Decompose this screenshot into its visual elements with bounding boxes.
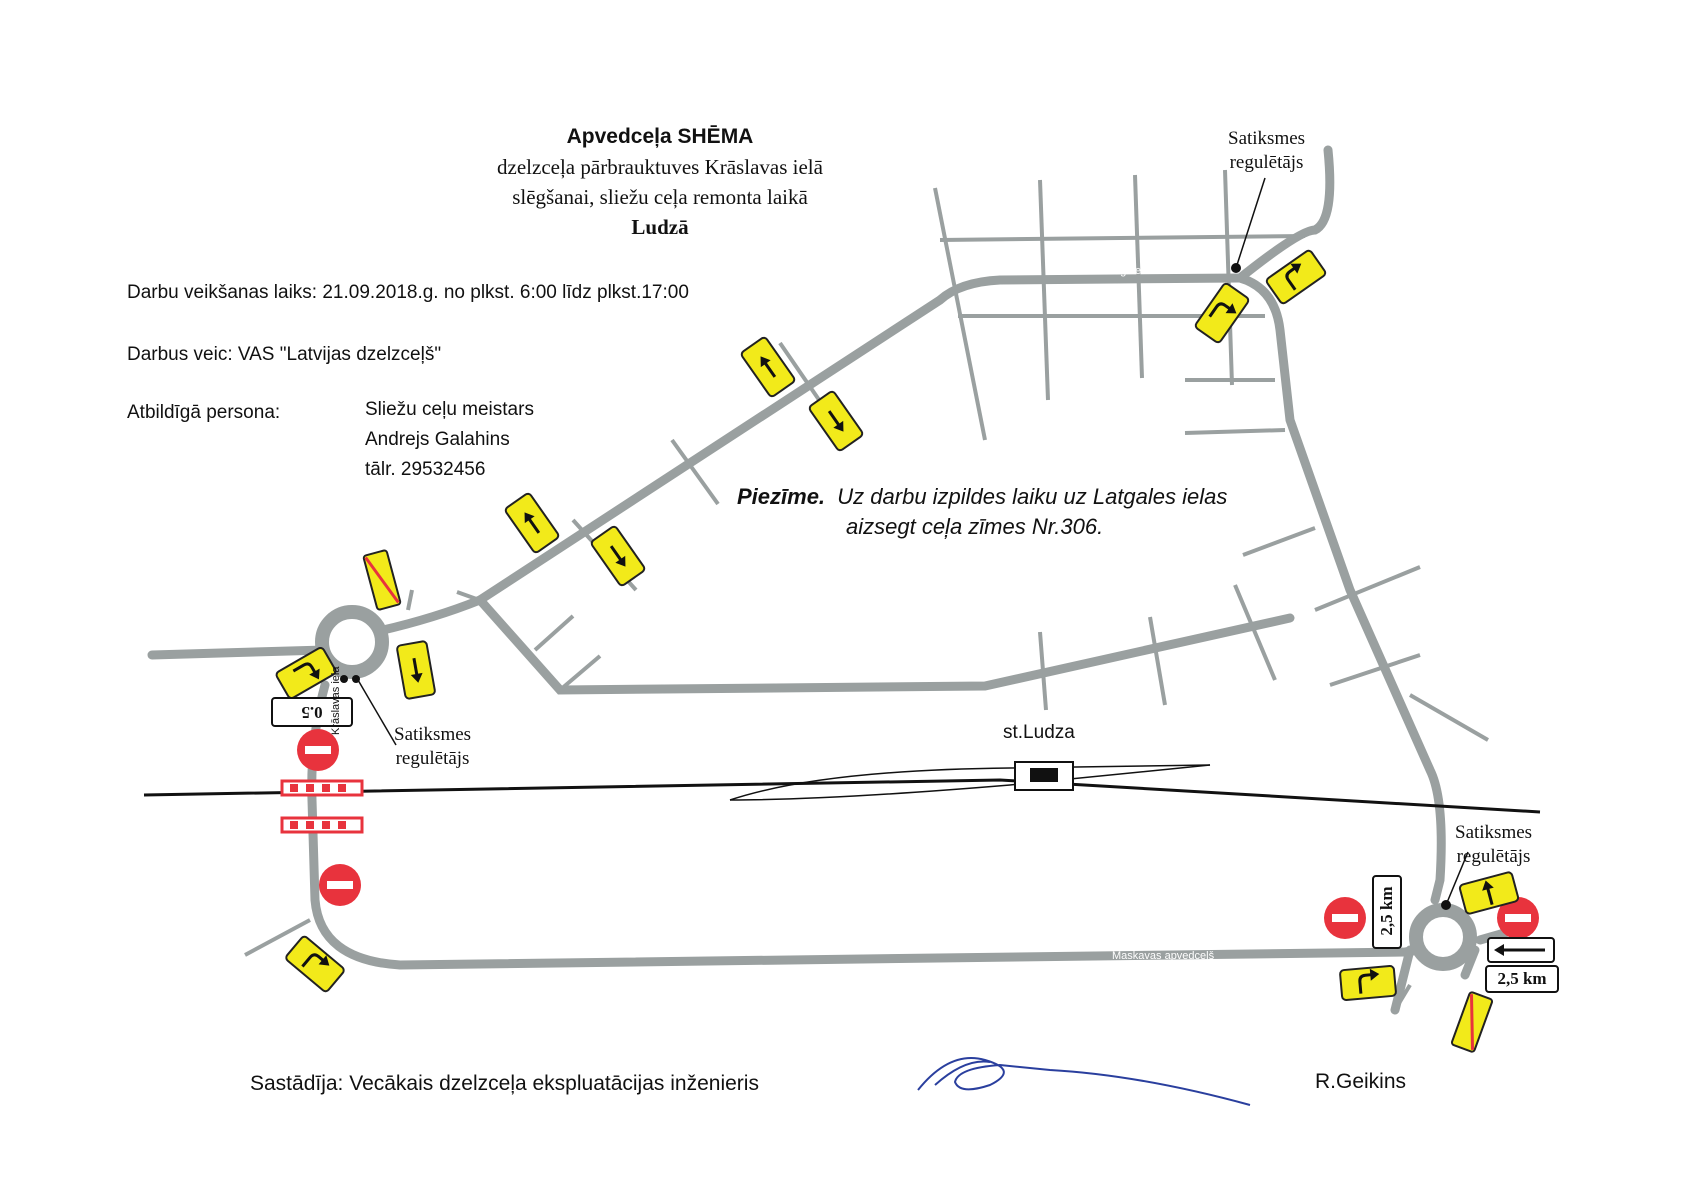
prepared-by: Sastādīja: Vecākais dzelzceļa ekspluatācijas inženieris — [250, 1072, 759, 1095]
detour-sign — [504, 492, 560, 553]
barrier-south — [282, 818, 362, 832]
street-latgales: Latgales iela — [1105, 265, 1167, 277]
end-sign — [363, 550, 401, 610]
note-line1: Uz darbu izpildes laiku uz Latgales ielas — [837, 484, 1228, 509]
signer-name: R.Geikins — [1315, 1070, 1407, 1093]
responsible-label: Atbildīgā persona: — [127, 402, 281, 423]
page-title: Apvedceļa SHĒMA — [566, 125, 754, 148]
regulator-right-line2: regulētājs — [1456, 846, 1531, 867]
detour-sign — [1265, 249, 1326, 305]
regulator-top-line2: regulētājs — [1229, 152, 1304, 173]
regulator-top-line1: Satiksmes — [1228, 128, 1306, 149]
end-sign — [1451, 992, 1493, 1053]
distance-arrow-box — [1488, 938, 1554, 962]
signature — [918, 1058, 1250, 1105]
no-entry-sign — [319, 864, 361, 906]
station-building — [1015, 762, 1073, 790]
regulator-left-line1: Satiksmes — [394, 724, 472, 745]
note — [737, 482, 1227, 512]
distance-right-horizontal: 2,5 km — [1497, 969, 1547, 988]
responsible-name: Andrejs Galahins — [365, 429, 510, 450]
detour-sign — [1340, 966, 1396, 1001]
distance-right-vertical: 2,5 km — [1377, 886, 1396, 936]
street-kraslavas: Krāslavas iela — [330, 666, 342, 735]
detour-sign — [1194, 282, 1250, 343]
responsible-phone: tālr. 29532456 — [365, 459, 486, 480]
regulator-right-line1: Satiksmes — [1455, 822, 1533, 843]
street-maskavas: Maskavas apvedceļš — [1112, 950, 1215, 962]
regulator-label-top — [1228, 127, 1305, 175]
note-label: Piezīme. — [737, 484, 826, 509]
regulator-left-line2: regulētājs — [395, 748, 470, 769]
no-entry-sign — [297, 729, 339, 771]
responsible-role: Sliežu ceļu meistars — [365, 399, 534, 420]
work-time: Darbu veikšanas laiks: 21.09.2018.g. no plkst. 6:00 līdz plkst.17:00 — [127, 282, 689, 303]
regulator-label-right — [1455, 821, 1532, 869]
subtitle-line2: slēgšanai, sliežu ceļa remonta laikā — [512, 185, 808, 209]
barrier-north — [282, 781, 362, 795]
roundabout-right — [1416, 910, 1470, 964]
distance-left: 0.5 — [301, 703, 323, 722]
regulator-label-left — [394, 723, 471, 771]
contractor: Darbus veic: VAS "Latvijas dzelzceļš" — [127, 344, 442, 365]
city-name: Ludzā — [631, 215, 689, 239]
title-block — [430, 122, 890, 242]
subtitle-line1: dzelzceļa pārbrauktuves Krāslavas ielā — [497, 155, 823, 179]
note-line2: aizsegt ceļa zīmes Nr.306. — [846, 514, 1104, 539]
no-entry-sign — [1324, 897, 1366, 939]
detour-sign — [740, 336, 796, 397]
detour-sign — [397, 641, 436, 699]
detour-sign — [590, 525, 646, 586]
station-label: st.Ludza — [1003, 722, 1075, 743]
